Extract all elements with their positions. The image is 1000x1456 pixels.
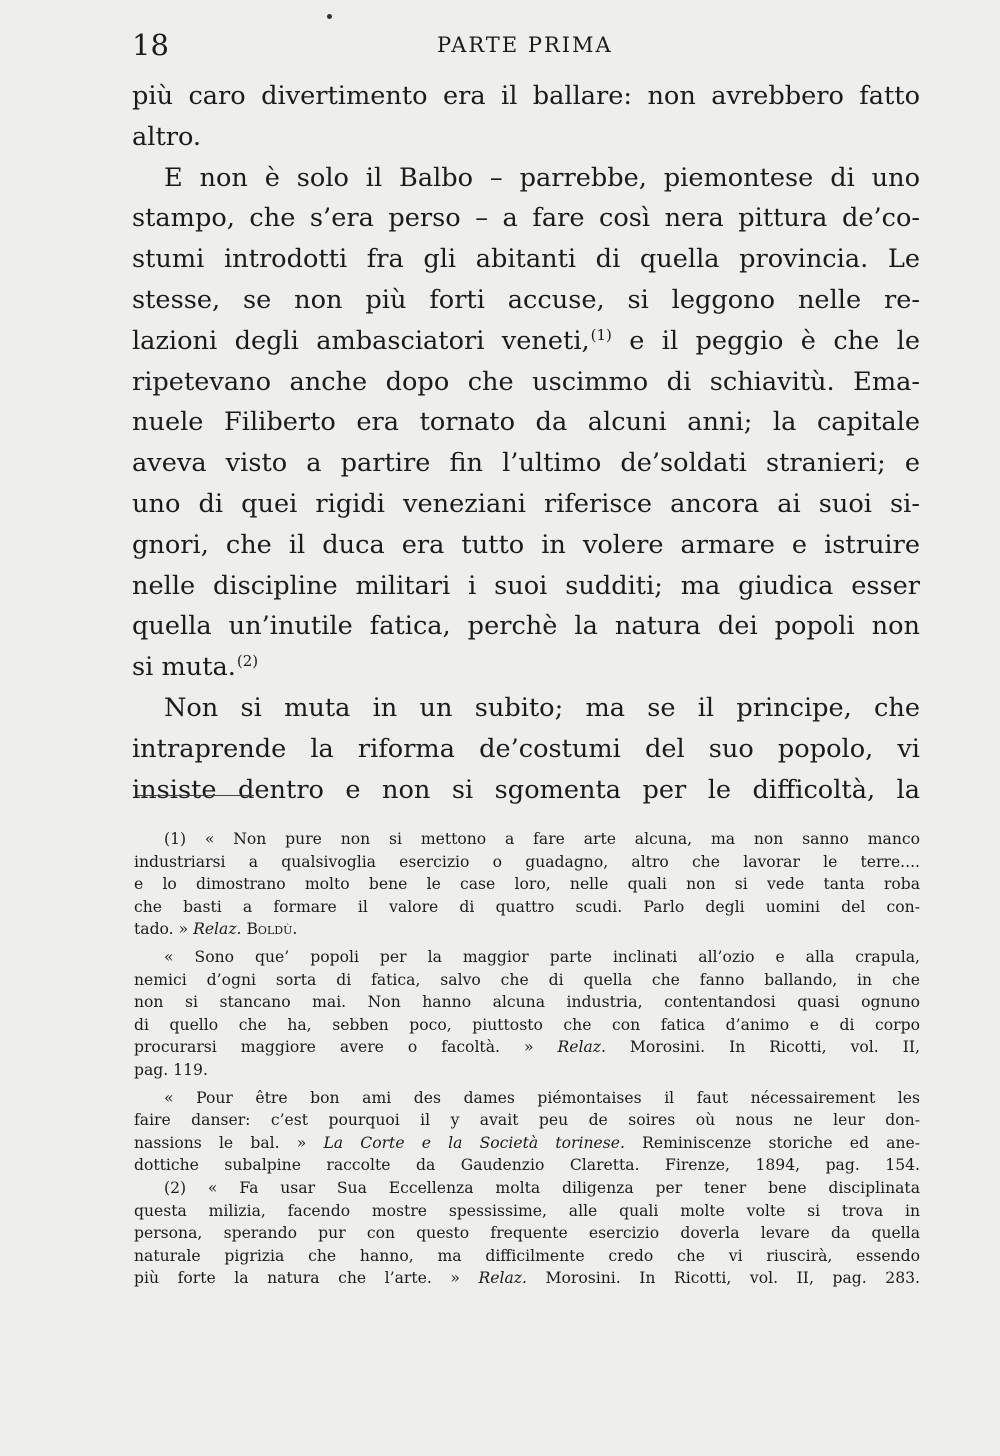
text-line: gnori, che il duca era tutto in volere armare e istruire — [132, 529, 920, 560]
ink-speck — [327, 14, 332, 19]
page-header — [132, 28, 920, 64]
note-line: più forte la natura che l’arte. » Relaz. Morosini. In Ricotti, vol. II, pag. 283. — [134, 1269, 920, 1288]
text-line: lazioni degli ambasciatori veneti,$^{(1)}$ e il peggio è che le — [132, 325, 920, 356]
footnote-ref: (2) — [236, 652, 259, 671]
page-number: 18 — [132, 28, 169, 62]
note-line: e lo dimostrano molto bene le case loro, nelle quali non si vede tanta roba — [134, 875, 920, 894]
text-line: nuele Filiberto era tornato da alcuni anni; la capitale — [132, 407, 920, 438]
note-line: industriarsi a qualsivoglia esercizio o guadagno, altro che lavorar le terre.... — [134, 852, 920, 871]
note-line: « Sono que’ popoli per la maggior parte inclinati all’ozio e alla crapula, — [164, 947, 920, 966]
note-line: di quello che ha, sebben poco, piuttosto che con fatica d’animo e di corpo — [134, 1015, 920, 1034]
text-line: Non si muta in un subito; ma se il principe, che — [164, 692, 920, 723]
text-line: stesse, se non più forti accuse, si leggono nelle re- — [132, 284, 920, 315]
text-line: uno di quei rigidi veneziani riferisce ancora ai suoi si- — [132, 488, 920, 519]
note-line: nemici d’ogni sorta di fatica, salvo che di quella che fanno ballando, in che — [134, 970, 920, 989]
footnotes — [134, 828, 920, 1290]
text-line: stumi introdotti fra gli abitanti di quella provincia. Le — [132, 244, 920, 275]
text-line: intraprende la riforma de’costumi del suo popolo, vi — [132, 733, 920, 764]
text-line: stampo, che s’era perso – a fare così nera pittura de’co- — [132, 203, 920, 234]
note-line: pag. 119. — [134, 1060, 208, 1079]
footnote-separator — [136, 795, 254, 796]
note-line: dottiche subalpine raccolte da Gaudenzio Claretta. Firenze, 1894, pag. 154. — [134, 1156, 920, 1175]
note-line: faire danser: c’est pourquoi il y avait peu de soires où nous ne leur don- — [134, 1111, 920, 1130]
note-line: nassions le bal. » La Corte e la Società torinese. Reminiscenze storiche ed ane- — [134, 1133, 921, 1152]
note-line: che basti a formare il valore di quattro scudi. Parlo degli uomini del con- — [134, 897, 920, 916]
text-line: E non è solo il Balbo – parrebbe, piemontese di uno — [164, 162, 920, 193]
note-line: « Pour être bon ami des dames piémontaises il faut nécessairement les — [164, 1088, 920, 1107]
text-line: quella un’inutile fatica, perchè la natura dei popoli non — [132, 611, 920, 642]
note-line: questa milizia, facendo mostre spessissime, alle quali molte volte si trova in — [134, 1201, 920, 1220]
note-line: tado. » Relaz. Boldù. — [134, 920, 298, 939]
main-text — [132, 76, 920, 810]
text-line: nelle discipline militari i suoi sudditi; ma giudica esser — [132, 570, 920, 601]
note-line: naturale pigrizia che hanno, ma difficilmente credo che vi riuscirà, essendo — [134, 1246, 920, 1265]
note-line: (1) « Non pure non si mettono a fare arte alcuna, ma non sanno manco — [164, 830, 920, 848]
text-line: aveva visto a partire fin l’ultimo de’soldati stranieri; e — [132, 448, 920, 479]
text-line: altro. — [132, 121, 202, 152]
note-line: procurarsi maggiore avere o facoltà. » Relaz. Morosini. In Ricotti, vol. II, — [134, 1038, 920, 1057]
note-line: (2) « Fa usar Sua Eccellenza molta diligenza per tener bene disciplinata — [164, 1178, 920, 1197]
note-line: non si stancano mai. Non hanno alcuna industria, contentandosi quasi ognuno — [134, 993, 920, 1012]
text-line: insiste dentro e non si sgomenta per le difficoltà, la — [132, 774, 920, 805]
footnote-ref: (1) — [590, 325, 612, 344]
running-title: PARTE PRIMA — [437, 33, 613, 57]
text-line: più caro divertimento era il ballare: non avrebbero fatto — [132, 81, 920, 111]
note-line: persona, sperando pur con questo frequente esercizio doverla levare da quella — [134, 1224, 920, 1243]
text-line: ripetevano anche dopo che uscimmo di schiavitù. Ema- — [132, 366, 920, 397]
text-line: si muta.$^{(2)}$ — [132, 652, 259, 683]
